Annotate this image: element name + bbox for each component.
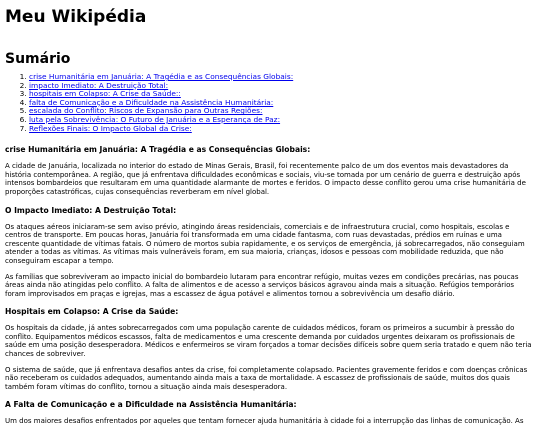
toc-item [29,125,534,134]
section-paragraph: Um dos maiores desafios enfrentados por aqueles que tentam fornecer ajuda humanitária à cidade foi a interrupção das linhas de comunicação. As [5,417,524,426]
section-paragraph: O sistema de saúde, que já enfrentava desafios antes da crise, foi completamente colapsado. Pacientes gravemente feridos e com doenças crônicas não receberam os cuidados adequados, aumentando ainda mais a taxa de mortalidade. A escassez de profissionais de saúde, muitos dos quais também foram vítimas do conflito, tornou a situação ainda mais desesperadora. [5,365,528,391]
section-heading: A Falta de Comunicação e a Dificuldade na Assistência Humanitária: [5,400,297,410]
section-paragraph: As famílias que sobreviveram ao impacto inicial do bombardeio lutaram para encontrar refúgio, muitas vezes em condições precárias, nas poucas áreas ainda não atingidas pelo conflito. A falta de alimentos e de acesso a serviços básicos agravou ainda mais a situação. Refúgios temporários foram improvisados em praças e igrejas, mas a escassez de água potável e alimentos tornou a sobrevivência um desafio diário. [5,272,519,298]
section-falta-comunicacao [5,400,534,426]
section-impacto-imediato [5,206,534,299]
section-paragraph: A cidade de Januária, localizada no interior do estado de Minas Gerais, Brasil, foi recentemente palco de um dos eventos mais devastadores da história contemporânea. A região, que já enfrentava dificuldades econômicas e sociais, viu-se tomada por um cenário de guerra e destruição após intensos bombardeios que resultaram em uma quantidade alarmante de mortes e feridos. O impacto desse conflito gerou uma crise humanitária de proporções catastróficas, cujas consequências reverberam em nível global. [5,162,526,196]
summary-heading: Sumário [5,51,71,67]
toc-link[interactable]: Reflexões Finais: O Impacto Global da Crise: [29,123,192,133]
page-title: Meu Wikipédia [5,7,147,27]
toc-link[interactable]: hospitais em Colapso: A Crise da Saúde:: [29,89,181,99]
toc-link[interactable]: luta pela Sobrevivência: O Futuro de Januária e a Esperança de Paz: [29,114,281,124]
section-hospitais [5,307,534,391]
section-heading: Hospitais em Colapso: A Crise da Saúde: [5,307,179,317]
section-paragraph: Os ataques aéreos iniciaram-se sem aviso prévio, atingindo áreas residenciais, comerciais e de infraestrutura crucial, como hospitais, escolas e centros de transporte. Em poucas horas, Januária foi transformada em uma cidade fantasma, com ruas devastadas, prédios em ruínas e uma crescente quantidade de vítimas fatais. O número de mortos subia rapidamente, e os serviços de emergência, já sobrecarregados, não conseguiam atender a todas as vítimas. As vítimas mais vulneráveis foram, em sua maioria, crianças, idosos e pessoas com mobilidade reduzida, que não conseguiram escapar a tempo. [5,222,525,265]
section-heading: O Impacto Imediato: A Destruição Total: [5,205,177,215]
toc-link[interactable]: falta de Comunicação e a Dificuldade na Assistência Humanitária: [29,97,274,107]
toc-link[interactable]: crise Humanitária em Januária: A Tragédia e as Consequências Globais: [29,72,294,81]
toc-link[interactable]: escalada do Conflito: Riscos de Expansão para Outras Regiões: [29,106,263,116]
section-heading: crise Humanitária em Januária: A Tragédia e as Consequências Globais: [5,145,311,155]
section-crise-humanitaria [5,145,534,196]
section-paragraph: Os hospitais da cidade, já antes sobrecarregados com uma população carente de cuidados médicos, foram os primeiros a sucumbir à pressão do conflito. Equipamentos médicos escassos, falta de medicamentos e uma crescente demanda por cuidados urgentes deixaram os profissionais de saúde em uma posição desesperadora. Médicos e enfermeiros se viram forçados a tomar decisões difíceis sobre quem seria tratado e quem não teria chances de sobreviver. [5,324,532,359]
toc-link[interactable]: impacto Imediato: A Destruição Total: [29,80,169,90]
table-of-contents [5,73,534,133]
